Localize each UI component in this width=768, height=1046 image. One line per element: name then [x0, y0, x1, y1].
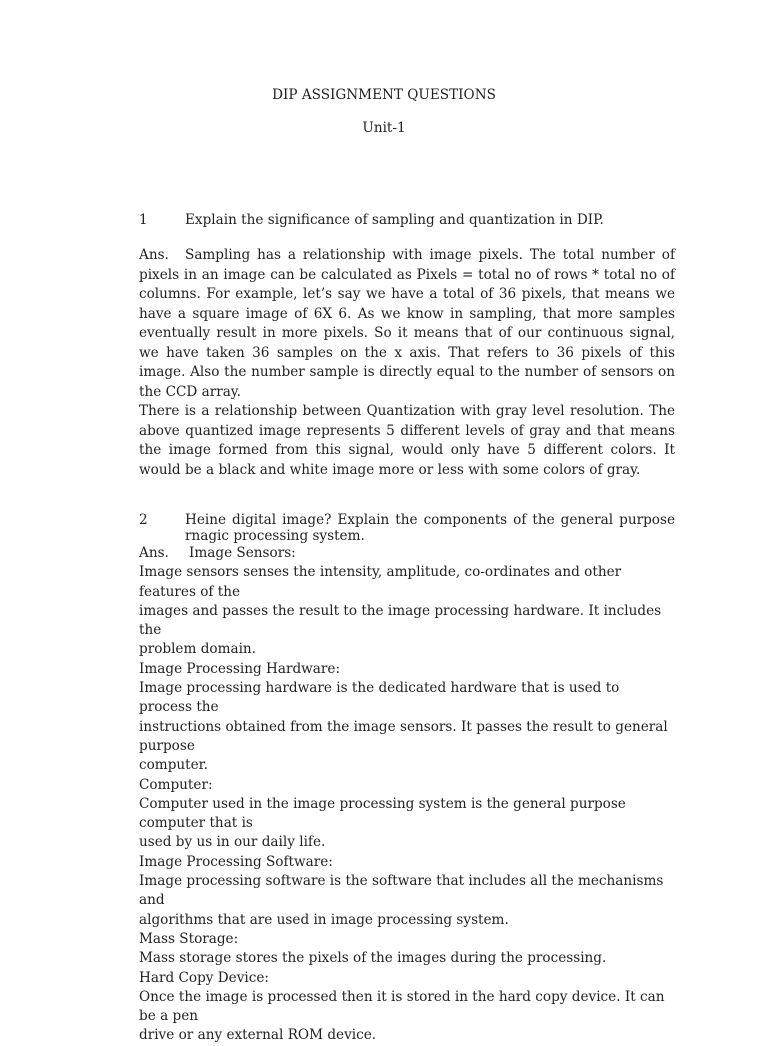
question-2 [139, 512, 675, 544]
answer-label: Ans. [139, 545, 169, 561]
component-heading: Image Sensors: [189, 545, 296, 561]
answer-line: Computer: [139, 776, 213, 793]
answer-line: Hard Copy Device: [139, 969, 269, 986]
question-text: Heine digital image? Explain the components of the general purpose rnagic processing system. [185, 512, 675, 544]
answer-line: Image Processing Hardware: [139, 660, 341, 677]
answer-line: Image processing hardware is the dedicated hardware that is used to process the [139, 680, 620, 716]
page-title: DIP ASSIGNMENT QUESTIONS [272, 87, 496, 103]
answer-paragraph: There is a relationship between Quantization with gray level resolution. The above quantized image represents 5 different levels of gray and that means the image formed from this signal, would only have 5 different colors. It would be a black and white image more or less with some colors of gray. [139, 403, 675, 478]
answer-paragraph: Ans. Sampling has a relationship with image pixels. The total number of pixels in an image can be calculated as Pixels = total no of rows * total no of columns. For example, let’s say we have a total of 36 pixels, that means we have a square image of 6X 6. As we know in sampling, that more samples eventually result in more pixels. So it means that of our continuous signal, we have taken 36 samples on the x axis. That refers to 36 pixels of this image. Also the number sample is directly equal to the number of sensors on the CCD array. [139, 247, 675, 400]
answer-line: Image Processing Software: [139, 853, 333, 870]
answer-line: Mass Storage: [139, 930, 239, 947]
question-text: Explain the significance of sampling and quantization in DIP. [185, 212, 604, 228]
answer-line [139, 544, 675, 563]
answer-body [139, 563, 675, 1045]
answer-line: Image processing software is the software that includes all the mechanisms and [139, 873, 664, 909]
answer-line: Image sensors senses the intensity, amplitude, co-ordinates and other features of the [139, 564, 622, 600]
answer-line: Once the image is processed then it is stored in the hard copy device. It can be a pen [139, 988, 665, 1025]
answer-line: images and passes the result to the image processing hardware. It includes the [139, 602, 662, 639]
question-1 [139, 212, 675, 228]
answer-line: problem domain. [139, 641, 256, 658]
answer-line: algorithms that are used in image processing system. [139, 911, 509, 928]
answer-1 [139, 246, 675, 480]
answer-line: drive or any external ROM device. [139, 1027, 377, 1044]
unit-heading: Unit-1 [362, 120, 406, 136]
answer-line: Computer used in the image processing system is the general purpose computer that is [139, 795, 626, 832]
answer-line: used by us in our daily life. [139, 834, 326, 851]
question-number: 1 [139, 212, 148, 228]
answer-2 [139, 544, 675, 1046]
answer-line: instructions obtained from the image sensors. It passes the result to general purpose [139, 718, 668, 754]
answer-line: computer. [139, 757, 208, 774]
answer-label: Ans. [139, 247, 169, 263]
question-number: 2 [139, 512, 148, 528]
answer-line: Mass storage stores the pixels of the images during the processing. [139, 950, 607, 967]
